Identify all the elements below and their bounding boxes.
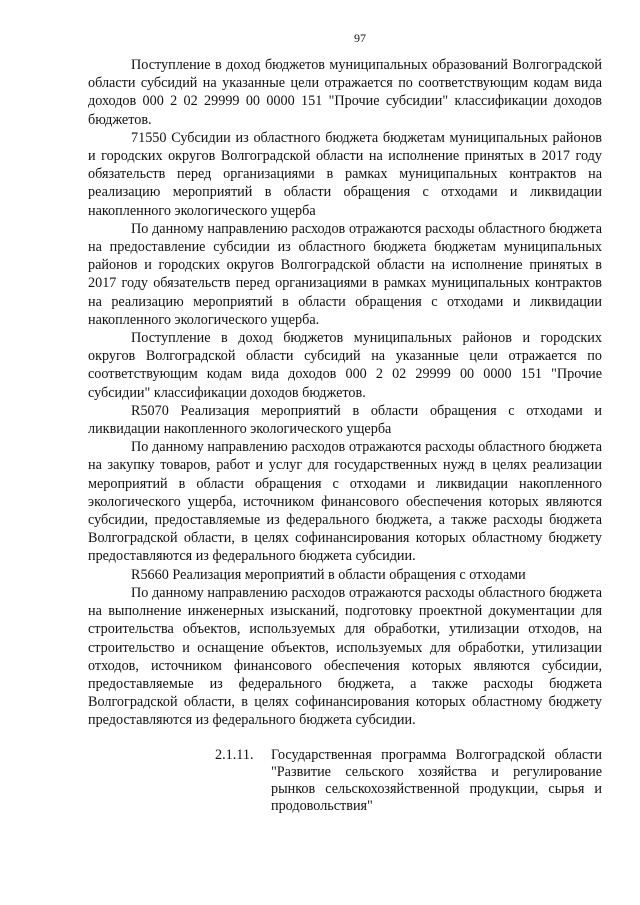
paragraph-r5660-heading: R5660 Реализация мероприятий в области обращения с отходами <box>131 566 526 583</box>
paragraph-r5070-heading: R5070 Реализация мероприятий в области обращения с отходами и ликвидации накопленного экологического ущерба <box>88 402 602 438</box>
paragraph-71550-heading: 71550 Субсидии из областного бюджета бюджетам муниципальных районов и городских округов Волгоградской области на исполнение принятых в 2017 году обязательств перед организациями в рамках муниципальных контрактов на реализацию мероприятий в области обращения с отходами и ликвидации накопленного экологического ущерба <box>88 129 602 219</box>
paragraph-r5070-description: По данному направлению расходов отражаются расходы областного бюджета на закупку товаров, работ и услуг для государственных нужд в целях реализации мероприятий в области обращения с отходами и ликвидации накопленного экологического ущерба, источником финансового обеспечения которых являются субсидии, предоставляемые из федерального бюджета, а также расходы бюджета Волгоградской области, в целях софинансирования которых областному бюджету предоставляются из федерального бюджета субсидии. <box>88 439 602 565</box>
paragraph-71550-description: По данному направлению расходов отражаются расходы областного бюджета на предоставление субсидии из областного бюджета бюджетам муниципальных районов и городских округов Волгоградской области на исполнение принятых в 2017 году обязательств перед организациями в рамках муниципальных контрактов на реализацию мероприятий в области обращения с отходами и ликвидации накопленного экологического ущерба. <box>88 220 602 328</box>
section-number: 2.1.11. <box>215 746 254 763</box>
paragraph-r5660-description: По данному направлению расходов отражаются расходы областного бюджета на выполнение инженерных изысканий, подготовку проектной документации для строительства объектов, используемых для обработки, утилизации отходов, на строительство и оснащение объектов, используемых для обработки, утилизации отходов, источником финансового обеспечения которых являются субсидии, предоставляемые из федерального бюджета, а также расходы бюджета Волгоградской области, в целях софинансирования которых областному бюджету предоставляются из федерального бюджета субсидии. <box>88 584 602 729</box>
section-title: Государственная программа Волгоградской области "Развитие сельского хозяйства и регулирование рынков сельскохозяйственной продукции, сырья и продовольствия" <box>271 746 602 814</box>
paragraph-income-municipal: Поступление в доход бюджетов муниципальных образований Волгоградской области субсидий на указанные цели отражается по соответствующим кодам вида доходов 000 2 02 29999 00 0000 151 "Прочие субсидии" классификации доходов бюджетов. <box>88 57 602 128</box>
section-heading <box>215 747 602 815</box>
page-number: 97 <box>354 31 366 45</box>
paragraph-income-districts: Поступление в доход бюджетов муниципальных районов и городских округов Волгоградской области субсидий на указанные цели отражается по соответствующим кодам вида доходов 000 2 02 29999 00 0000 151 "Прочие субсидии" классификации доходов бюджетов. <box>88 330 602 401</box>
